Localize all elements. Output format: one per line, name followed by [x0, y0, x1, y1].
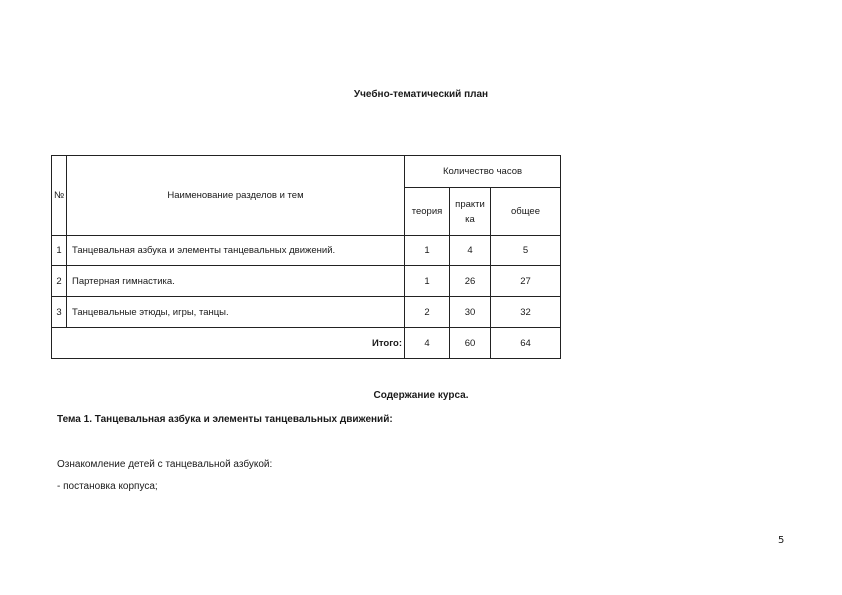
row-number: 1	[52, 236, 67, 266]
row-theory: 2	[405, 297, 450, 328]
row-practice: 26	[450, 266, 491, 297]
table-row	[52, 297, 561, 328]
row-name: Танцевальные этюды, игры, танцы.	[67, 297, 405, 328]
row-name: Партерная гимнастика.	[67, 266, 405, 297]
table-row	[52, 266, 561, 297]
row-name: Танцевальная азбука и элементы танцевальных движений.	[67, 236, 405, 266]
row-total: 32	[491, 297, 561, 328]
header-theory: теория	[405, 188, 450, 236]
course-content-heading: Содержание курса.	[373, 390, 469, 401]
header-practice: практика	[450, 188, 491, 236]
row-number: 2	[52, 266, 67, 297]
paragraph: - постановка корпуса;	[57, 481, 158, 492]
row-practice: 4	[450, 236, 491, 266]
total-label: Итого:	[52, 328, 405, 359]
row-theory: 1	[405, 266, 450, 297]
row-practice: 30	[450, 297, 491, 328]
header-hours: Количество часов	[405, 156, 561, 188]
total-theory: 4	[405, 328, 450, 359]
plan-title: Учебно-тематический план	[353, 89, 489, 100]
topic-heading: Тема 1. Танцевальная азбука и элементы танцевальных движений:	[57, 414, 393, 425]
row-number: 3	[52, 297, 67, 328]
table-row	[52, 236, 561, 266]
row-total: 27	[491, 266, 561, 297]
header-total: общее	[491, 188, 561, 236]
table-header-row	[52, 156, 561, 188]
total-total: 64	[491, 328, 561, 359]
table-total-row	[52, 328, 561, 359]
row-theory: 1	[405, 236, 450, 266]
header-number: №	[52, 156, 67, 236]
header-name: Наименование разделов и тем	[67, 156, 405, 236]
curriculum-table	[51, 155, 561, 359]
paragraph: Ознакомление детей с танцевальной азбукой:	[57, 459, 273, 470]
page-number: 5	[778, 535, 785, 546]
total-practice: 60	[450, 328, 491, 359]
row-total: 5	[491, 236, 561, 266]
